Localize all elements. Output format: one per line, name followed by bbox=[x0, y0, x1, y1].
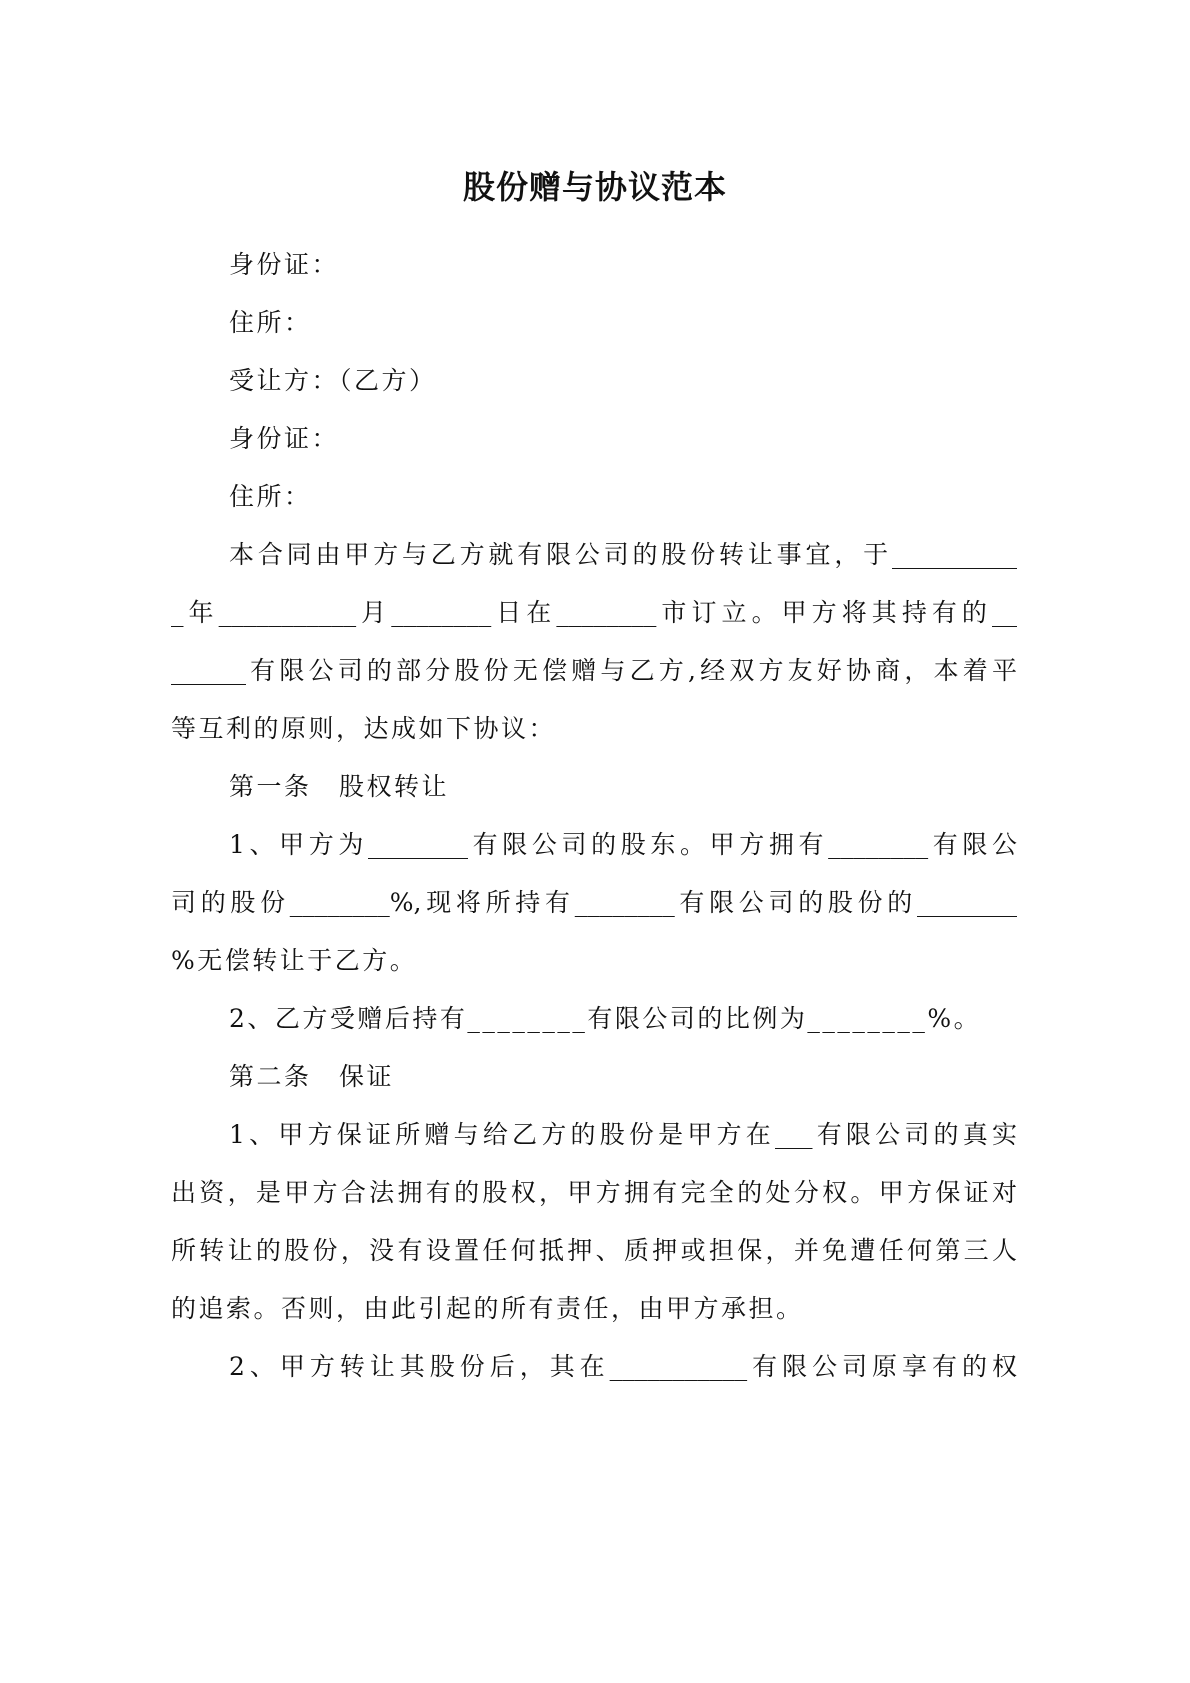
text-line: 的追索。否则，由此引起的所有责任，由甲方承担。 bbox=[171, 1294, 804, 1323]
text-line: ______有限公司的部分股份无偿赠与乙方,经双方友好协商，本着平 bbox=[171, 656, 1017, 685]
text-line: 1、甲方保证所赠与给乙方的股份是甲方在___有限公司的真实 bbox=[229, 1120, 1017, 1149]
text-line: 1、甲方为________有限公司的股东。甲方拥有________有限公 bbox=[229, 830, 1017, 859]
section-heading: 第二条 保证 bbox=[229, 1062, 395, 1091]
text-line: 受让方：（乙方） bbox=[229, 366, 437, 395]
text-line: 2、乙方受赠后持有________有限公司的比例为________%。 bbox=[229, 1004, 982, 1033]
text-line: 等互利的原则，达成如下协议： bbox=[171, 714, 557, 743]
text-line: 住所： bbox=[229, 482, 312, 511]
text-line: 本合同由甲方与乙方就有限公司的股份转让事宜，于__________ bbox=[229, 540, 1017, 569]
text-line: 住所： bbox=[229, 308, 312, 337]
text-line: %无偿转让于乙方。 bbox=[171, 946, 418, 975]
section-heading: 第一条 股权转让 bbox=[229, 772, 450, 801]
text-line: 身份证： bbox=[229, 250, 340, 279]
text-line: 司的股份________%,现将所持有________有限公司的股份的________ bbox=[171, 888, 1017, 917]
text-line: 身份证： bbox=[229, 424, 340, 453]
document-title: 股份赠与协议范本 bbox=[462, 168, 727, 206]
text-line: _年___________月________日在________市订立。甲方将其持有的__ bbox=[171, 598, 1017, 627]
text-line: 所转让的股份，没有设置任何抵押、质押或担保，并免遭任何第三人 bbox=[171, 1236, 1017, 1265]
text-line: 2、甲方转让其股份后，其在___________有限公司原享有的权 bbox=[229, 1352, 1017, 1381]
text-line: 出资，是甲方合法拥有的股权，甲方拥有完全的处分权。甲方保证对 bbox=[171, 1178, 1017, 1207]
